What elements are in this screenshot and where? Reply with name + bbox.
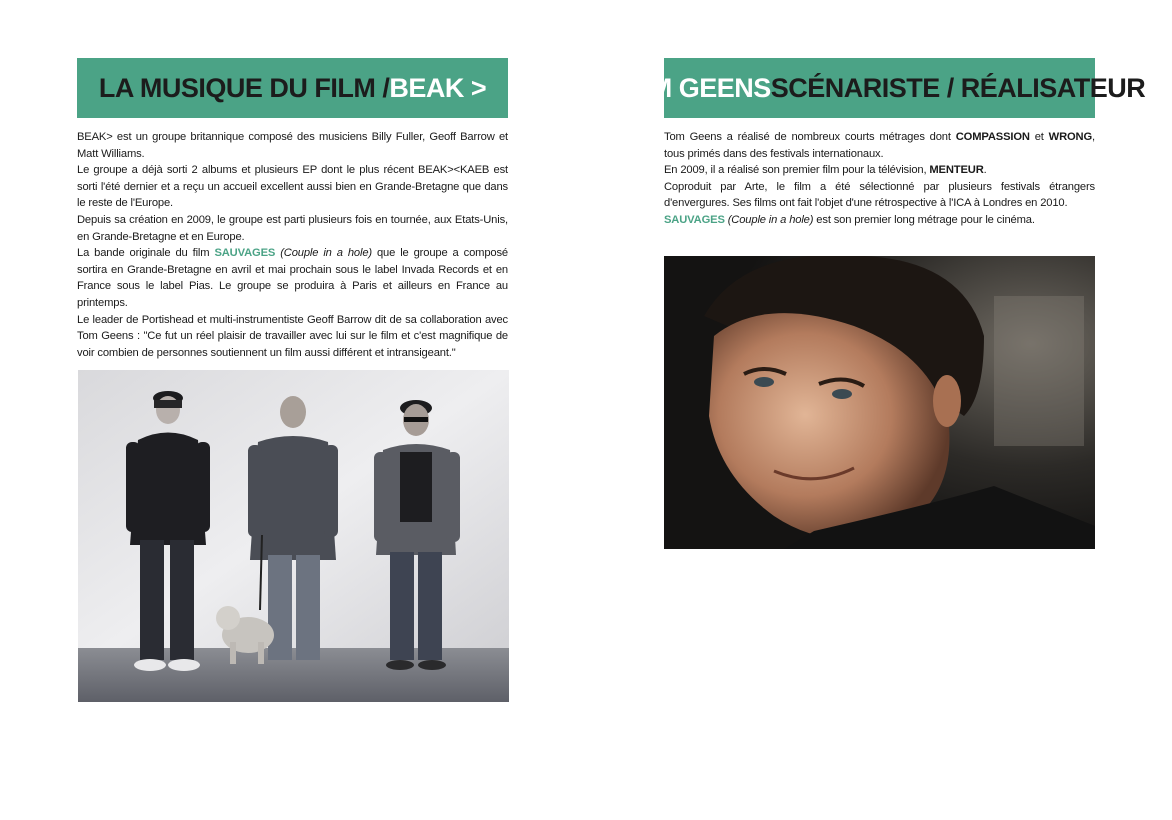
heading-director-role: SCÉNARISTE / RÉALISATEUR: [770, 72, 1146, 103]
heading-director-name: TOM GEENS: [613, 72, 771, 103]
director-portrait-photo: [664, 256, 1095, 549]
music-paragraph-5: Le leader de Portishead et multi-instrumentiste Geoff Barrow dit de sa collaboration avec Tom Geens : "Ce fut un réel plaisir de travailler avec lui sur le film et c'est magnifique de voir combien de personnes soutiennent un film aussi différent et intransigeant.": [77, 313, 508, 359]
music-paragraph-4: La bande originale du film SAUVAGES (Couple in a hole) que le groupe a composé sortira en Grande-Bretagne en avril et mai prochain sous le label Invada Records et en France sous le label Pias. Le groupe se produira à Paris et ailleurs en France au printemps.: [77, 247, 508, 309]
band-photo: [78, 370, 509, 702]
heading-music-band: BEAK >: [389, 72, 487, 103]
music-paragraph-3: Depuis sa création en 2009, le groupe est parti plusieurs fois en tournée, aux Etats-Unis, en Grande-Bretagne et en Europe.: [77, 213, 508, 243]
heading-music-label: LA MUSIQUE DU FILM /: [98, 72, 390, 103]
film-title: SAUVAGES: [214, 247, 276, 260]
director-paragraph-1: Tom Geens a réalisé de nombreux courts métrages dont COMPASSION et WRONG, tous primés dans des festivals internationaux.: [664, 131, 1095, 160]
director-paragraph-3: Coproduit par Arte, le film a été sélectionné par plusieurs festivals étrangers d'envergures. Ses films ont fait l'objet d'une rétrospective à l'ICA à Londres en 2010.: [664, 180, 1095, 210]
music-paragraph-1: BEAK> est un groupe britannique composé des musiciens Billy Fuller, Geoff Barrow et Matt Williams.: [77, 131, 508, 160]
director-paragraph-2: En 2009, il a réalisé son premier film pour la télévision, MENTEUR.: [664, 164, 987, 177]
director-paragraph-4: SAUVAGES (Couple in a hole) est son premier long métrage pour le cinéma.: [664, 213, 1035, 226]
heading-director: [613, 58, 1146, 118]
music-text: [77, 129, 508, 361]
director-text: [664, 129, 1095, 229]
film-title: SAUVAGES: [664, 213, 725, 226]
music-paragraph-2: Le groupe a déjà sorti 2 albums et plusieurs EP dont le plus récent BEAK><KAEB est sorti l'été dernier et a reçu un accueil excellent aussi bien en Grande-Bretagne que dans le reste de l'Europe.: [77, 164, 508, 210]
heading-music: [77, 58, 508, 118]
